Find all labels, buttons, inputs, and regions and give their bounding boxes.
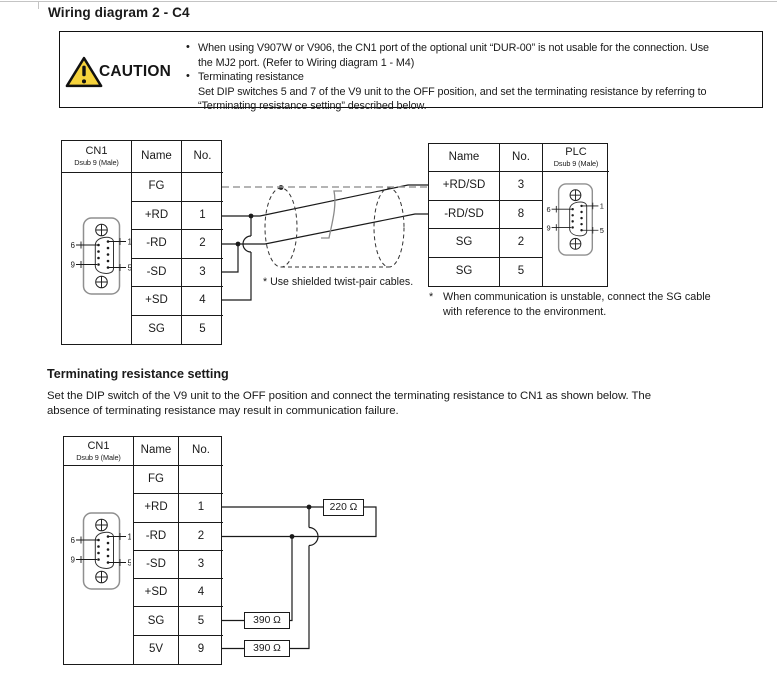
footnote-line: When communication is unstable, connect the SG cable [443, 291, 711, 303]
table-cell: -SD [132, 259, 182, 288]
port-subtitle: Dsub 9 (Male) [76, 452, 121, 462]
wire-5v-to-rd [290, 546, 309, 649]
footnote-line: with reference to the environment. [443, 306, 607, 318]
table-cell: 5 [500, 258, 543, 287]
table-cell: 5V [134, 636, 179, 664]
table-cell: +RD [134, 494, 179, 522]
port-name: PLC [565, 146, 587, 159]
plc-header [543, 144, 609, 172]
plc-table [428, 143, 608, 287]
caution-label: CAUTION [99, 63, 172, 80]
table-cell: SG [132, 316, 182, 345]
table-cell: SG [429, 229, 500, 258]
wire-sg-to-rd [290, 537, 292, 621]
table-cell: +SD [132, 287, 182, 316]
cn1-table-bottom [63, 436, 222, 665]
table-cell: 3 [182, 259, 223, 288]
body-text-line: absence of terminating resistance may result in communication failure. [47, 405, 399, 417]
port-name: CN1 [85, 145, 108, 158]
port-name: CN1 [87, 439, 110, 452]
table-cell: 5 [199, 323, 206, 336]
caution-line: the MJ2 port. (Refer to Wiring diagram 1 - M4) [198, 56, 415, 69]
caution-line: Set DIP switches 5 and 7 of the V9 unit to the OFF position, and set the terminating resistance by referring to [198, 85, 707, 98]
table-cell: 1 [182, 202, 223, 231]
table-cell: 9 [197, 643, 205, 656]
table-cell: 4 [182, 287, 223, 316]
caution-bullet-line: • Terminating resistance [186, 70, 709, 85]
table-cell: +RD [132, 202, 182, 231]
page-title: Wiring diagram 2 - C4 [48, 5, 190, 20]
table-cell: FG [132, 173, 182, 202]
col-header-no: No. [182, 141, 223, 173]
connector-cell [543, 172, 609, 286]
caution-line: “Terminating resistance setting” described below. [198, 100, 427, 112]
port-subtitle: Dsub 9 (Male) [553, 159, 599, 169]
sg-footnote [429, 290, 711, 320]
caution-box [59, 31, 763, 112]
resistor-220-ohm: 220 Ω [323, 499, 364, 516]
table-cell: +SD [134, 579, 179, 607]
table-cell: 1 [179, 494, 223, 522]
table-cell: FG [134, 466, 179, 494]
table-cell: +RD/SD [429, 172, 500, 201]
resistor-390-ohm-sg: 390 Ω [244, 612, 290, 629]
cn1-header [62, 141, 132, 173]
connector-cell [62, 173, 132, 344]
port-subtitle: Dsub 9 (Male) [74, 158, 119, 168]
col-header-name: Name [132, 141, 182, 173]
caution-text [186, 41, 709, 114]
col-header-no: No. [500, 144, 543, 172]
col-header-name: Name [429, 144, 500, 172]
wire-minus-rd [222, 214, 428, 244]
wire-plus-sd [222, 252, 251, 300]
table-cell: 8 [500, 201, 543, 230]
table-cell: 4 [179, 579, 223, 607]
table-cell: 3 [500, 172, 543, 201]
table-cell: SG [429, 258, 500, 287]
warning-triangle-icon [64, 56, 104, 88]
table-cell [179, 466, 223, 494]
table-cell: 3 [179, 551, 223, 579]
table-cell: -RD/SD [429, 201, 500, 230]
table-cell: -RD [134, 523, 179, 551]
footnote-asterisk: * [429, 291, 434, 303]
table-cell: -RD [132, 230, 182, 259]
body-text-line: Set the DIP switch of the V9 unit to the OFF position and connect the terminating resistance to CN1 as shown below. The [47, 390, 651, 402]
col-header-no: No. [179, 437, 223, 466]
table-cell: 2 [500, 229, 543, 258]
caution-bullet-line: • When using V907W or V906, the CN1 port of the optional unit “DUR-00” is not usable for the connection. Use [186, 41, 709, 56]
diagram2-junction-dots [290, 505, 312, 539]
table-cell: 5 [179, 607, 223, 635]
table-cell: -SD [134, 551, 179, 579]
cn1-header [64, 437, 134, 466]
col-header-name: Name [134, 437, 179, 466]
table-cell: 2 [182, 230, 223, 259]
cn1-table-top [61, 140, 222, 345]
wire-minus-sd [222, 244, 238, 272]
resistor-390-ohm-5v: 390 Ω [244, 640, 290, 657]
connector-cell [64, 466, 134, 664]
table-cell [182, 173, 223, 202]
cable-note: * Use shielded twist-pair cables. [263, 276, 414, 288]
section-heading: Terminating resistance setting [47, 367, 229, 381]
wire-plus-rd [222, 185, 428, 216]
table-cell: SG [134, 607, 179, 635]
table-cell: 2 [179, 523, 223, 551]
